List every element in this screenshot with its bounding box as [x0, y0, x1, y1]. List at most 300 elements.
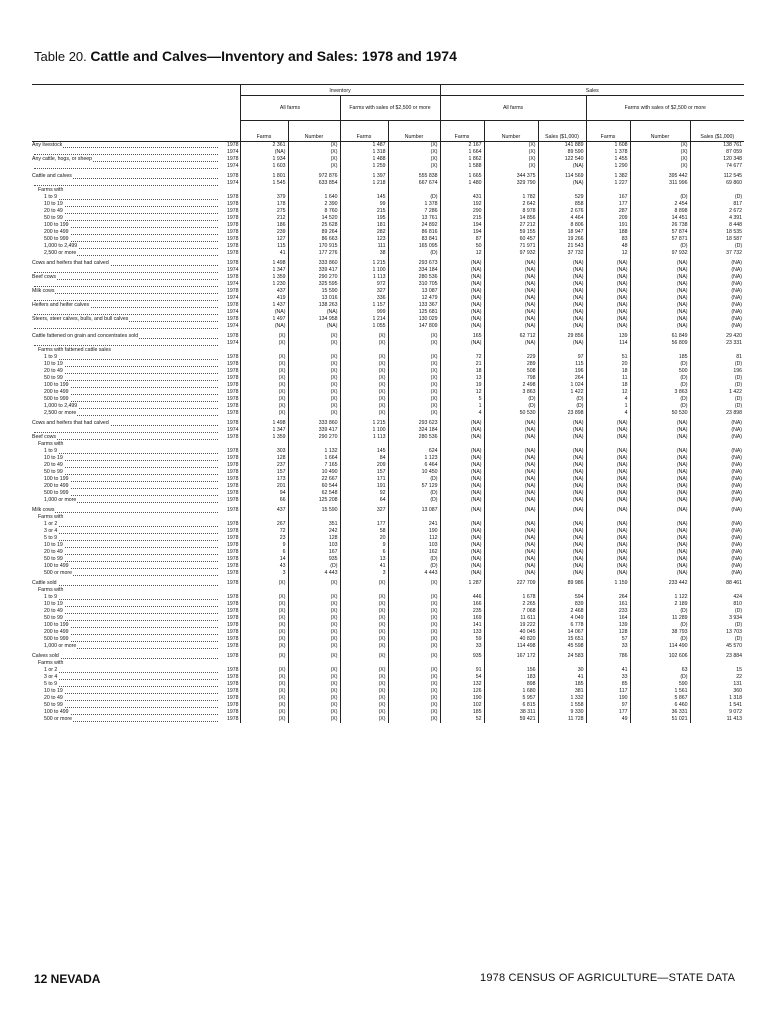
row-label-text: 100 to 199: [44, 622, 69, 628]
table-row: [32, 469, 744, 476]
table-cell: 167: [288, 549, 340, 556]
table-cell: 188: [586, 229, 630, 236]
row-label: [32, 427, 240, 434]
row-label: [32, 375, 240, 382]
table-row: [32, 580, 744, 587]
table-cell: (NA): [538, 549, 586, 556]
table-cell: 114 498: [484, 643, 538, 650]
row-year: 1978: [226, 302, 239, 308]
table-cell: 333 860: [288, 260, 340, 267]
table-cell: (D): [690, 382, 744, 389]
table-cell: (NA): [538, 260, 586, 267]
table-cell: (NA): [538, 323, 586, 330]
table-cell: 97 932: [484, 250, 538, 257]
table-cell: 38: [340, 250, 388, 257]
table-cell: 1 259: [340, 163, 388, 170]
table-cell: (X): [240, 340, 288, 347]
row-label-text: 200 to 499: [44, 389, 69, 395]
row-label: [32, 340, 240, 347]
table-cell: [388, 660, 440, 667]
row-label-text: 50 to 99: [44, 556, 63, 562]
table-cell: 19 266: [538, 236, 586, 243]
row-label-text: 3 or 4: [44, 674, 58, 680]
table-cell: 20: [586, 361, 630, 368]
row-year: 1978: [226, 556, 239, 562]
table-cell: (NA): [690, 434, 744, 441]
table-cell: (D): [690, 396, 744, 403]
table-cell: (NA): [440, 507, 484, 514]
row-label: [32, 389, 240, 396]
table-cell: [538, 660, 586, 667]
table-cell: (NA): [484, 549, 538, 556]
table-cell: (NA): [586, 260, 630, 267]
table-row: [32, 396, 744, 403]
table-cell: (NA): [586, 563, 630, 570]
table-cell: 1 437: [240, 302, 288, 309]
leader-dots: [46, 488, 218, 489]
table-cell: (NA): [538, 180, 586, 187]
leader-dots: [46, 707, 218, 708]
table-cell: (D): [630, 194, 690, 201]
table-cell: 334 184: [388, 267, 440, 274]
table-cell: (NA): [538, 483, 586, 490]
table-cell: 13 087: [388, 288, 440, 295]
table-cell: 84: [340, 455, 388, 462]
table-cell: (X): [388, 368, 440, 375]
table-cell: 293 673: [388, 260, 440, 267]
table-cell: (X): [388, 389, 440, 396]
table-cell: (NA): [630, 497, 690, 504]
table-cell: (NA): [586, 507, 630, 514]
row-label: [32, 556, 240, 563]
table-cell: 14 856: [484, 215, 538, 222]
table-cell: 41: [586, 667, 630, 674]
col-sales: Sales ($1,000): [538, 121, 586, 142]
table-cell: 161: [586, 601, 630, 608]
table-cell: 103: [388, 542, 440, 549]
table-cell: 1 318: [340, 149, 388, 156]
leader-dots: [46, 679, 218, 680]
table-cell: (X): [288, 580, 340, 587]
table-cell: (X): [288, 688, 340, 695]
row-label-text: 10 to 19: [44, 542, 63, 548]
table-cell: 23: [240, 535, 288, 542]
inv-all-farms-header: All farms: [240, 96, 340, 121]
table-cell: (X): [340, 361, 388, 368]
table-cell: (X): [240, 368, 288, 375]
table-cell: [340, 441, 388, 448]
row-label-text: Beef cows: [32, 434, 56, 440]
table-cell: 290: [440, 208, 484, 215]
table-row: [32, 594, 744, 601]
table-cell: 1 159: [586, 580, 630, 587]
table-cell: 131: [690, 681, 744, 688]
table-cell: 18 947: [538, 229, 586, 236]
table-cell: 1 455: [586, 156, 630, 163]
table-cell: (X): [288, 149, 340, 156]
table-cell: 71 971: [484, 243, 538, 250]
table-cell: (NA): [690, 497, 744, 504]
table-cell: (X): [288, 716, 340, 723]
row-year: 1974: [226, 309, 239, 315]
table-cell: (X): [388, 622, 440, 629]
table-row: [32, 608, 744, 615]
table-cell: 56 809: [630, 340, 690, 347]
table-row: [32, 667, 744, 674]
row-label-text: 500 or more: [44, 570, 72, 576]
table-cell: 127: [240, 236, 288, 243]
row-year: 1978: [226, 702, 239, 708]
row-label: [32, 361, 240, 368]
table-cell: (NA): [630, 507, 690, 514]
row-label-text: 500 to 999: [44, 636, 69, 642]
table-cell: 303: [240, 448, 288, 455]
row-year: 1978: [226, 507, 239, 513]
table-cell: (D): [630, 243, 690, 250]
table-cell: (NA): [538, 448, 586, 455]
row-label-text: Milk cows: [32, 507, 55, 513]
table-cell: (NA): [586, 528, 630, 535]
row-year: 1978: [226, 455, 239, 461]
row-year: 1978: [226, 483, 239, 489]
table-cell: (X): [240, 580, 288, 587]
table-cell: 195: [340, 215, 388, 222]
table-cell: (X): [240, 382, 288, 389]
table-cell: (NA): [586, 309, 630, 316]
table-cell: 1 157: [340, 302, 388, 309]
table-cell: (NA): [440, 267, 484, 274]
row-label-text: 1,000 to 2,499: [44, 243, 78, 249]
table-cell: 419: [240, 295, 288, 302]
table-cell: 9 330: [538, 709, 586, 716]
table-cell: [288, 660, 340, 667]
table-cell: 128: [288, 535, 340, 542]
table-cell: 1 227: [586, 180, 630, 187]
table-cell: (NA): [538, 295, 586, 302]
table-row: [32, 622, 744, 629]
row-label: [32, 528, 240, 535]
row-year: 1978: [226, 681, 239, 687]
table-cell: 500: [630, 368, 690, 375]
sales-farms-2500-header: Farms with sales of $2,500 or more: [586, 96, 744, 121]
table-cell: (NA): [630, 521, 690, 528]
table-cell: (NA): [484, 462, 538, 469]
leader-dots: [46, 401, 218, 402]
table-cell: 23 331: [690, 340, 744, 347]
table-cell: (X): [288, 653, 340, 660]
table-cell: (D): [288, 563, 340, 570]
table-cell: (X): [240, 361, 288, 368]
table-cell: (D): [630, 636, 690, 643]
table-cell: (D): [690, 243, 744, 250]
table-cell: 1 382: [586, 173, 630, 180]
table-cell: (NA): [484, 281, 538, 288]
table-cell: 134 958: [288, 316, 340, 323]
leader-dots: [46, 568, 218, 569]
table-cell: 1 422: [690, 389, 744, 396]
row-label-text: Milk cows: [32, 288, 55, 294]
leader-dots: [34, 585, 218, 586]
table-row: [32, 333, 744, 340]
table-cell: (X): [388, 702, 440, 709]
table-cell: 1 378: [388, 201, 440, 208]
table-cell: (X): [388, 580, 440, 587]
sales-header: Sales: [440, 85, 744, 96]
table-row: [32, 709, 744, 716]
table-cell: (NA): [440, 556, 484, 563]
table-cell: (NA): [484, 528, 538, 535]
row-year: 1978: [226, 375, 239, 381]
row-label-text: 50 to 99: [44, 469, 63, 475]
table-cell: (NA): [586, 288, 630, 295]
row-year: 1978: [226, 622, 239, 628]
row-year: 1974: [226, 180, 239, 186]
table-cell: (NA): [690, 448, 744, 455]
table-cell: (NA): [440, 260, 484, 267]
table-row: [32, 361, 744, 368]
table-row: [32, 323, 744, 330]
row-label: [32, 594, 240, 601]
row-label: [32, 323, 240, 330]
row-label-text: Beef cows: [32, 274, 56, 280]
table-cell: (NA): [630, 549, 690, 556]
table-cell: 165: [440, 333, 484, 340]
table-row: [32, 629, 744, 636]
table-cell: 177: [340, 521, 388, 528]
row-label: [32, 716, 240, 723]
page-footer-left: 12 NEVADA: [34, 972, 101, 986]
row-year: 1978: [226, 361, 239, 367]
leader-dots: [46, 366, 218, 367]
table-cell: (X): [240, 608, 288, 615]
table-cell: 11 413: [690, 716, 744, 723]
table-cell: (D): [484, 403, 538, 410]
row-label-text: 10 to 19: [44, 201, 63, 207]
table-cell: (NA): [440, 570, 484, 577]
table-cell: 89 264: [288, 229, 340, 236]
table-cell: (X): [240, 709, 288, 716]
leader-dots: [46, 634, 218, 635]
leader-dots: [34, 345, 218, 346]
table-cell: (X): [288, 410, 340, 417]
col-farms: Farms: [440, 121, 484, 142]
table-cell: (X): [240, 643, 288, 650]
row-label: [32, 653, 240, 660]
table-row: [32, 695, 744, 702]
table-cell: 3: [240, 570, 288, 577]
row-label: [32, 410, 240, 417]
table-cell: 4: [586, 396, 630, 403]
col-farms: Farms: [340, 121, 388, 142]
table-cell: 164: [586, 615, 630, 622]
row-label: [32, 469, 240, 476]
row-label: [32, 636, 240, 643]
table-cell: (X): [288, 368, 340, 375]
table-cell: 97: [538, 354, 586, 361]
table-cell: (NA): [586, 490, 630, 497]
row-year: 1978: [226, 156, 239, 162]
table-cell: 327: [340, 288, 388, 295]
row-label: [32, 250, 240, 257]
table-cell: 23 898: [538, 410, 586, 417]
row-label: [32, 149, 240, 156]
table-cell: (NA): [690, 570, 744, 577]
table-cell: (X): [288, 636, 340, 643]
row-label-text: [32, 180, 33, 186]
table-cell: (NA): [586, 420, 630, 427]
table-cell: (NA): [690, 274, 744, 281]
table-cell: (NA): [484, 455, 538, 462]
table-cell: 235: [440, 608, 484, 615]
table-cell: [690, 587, 744, 594]
table-cell: 1 640: [288, 194, 340, 201]
table-cell: (NA): [484, 490, 538, 497]
table-cell: [630, 587, 690, 594]
table-cell: (D): [690, 403, 744, 410]
table-cell: (NA): [484, 483, 538, 490]
table-cell: 37 732: [538, 250, 586, 257]
table-cell: 2 189: [630, 601, 690, 608]
table-cell: 63: [630, 667, 690, 674]
table-cell: (X): [340, 608, 388, 615]
row-label: [32, 643, 240, 650]
data-table: [32, 84, 744, 723]
leader-dots: [46, 460, 218, 461]
table-row: [32, 615, 744, 622]
table-cell: [690, 347, 744, 354]
leader-dots: [34, 185, 218, 186]
row-year: 1978: [226, 667, 239, 673]
table-cell: 2 361: [240, 142, 288, 150]
table-row: [32, 420, 744, 427]
table-row: [32, 288, 744, 295]
row-label: [32, 243, 240, 250]
table-cell: [484, 514, 538, 521]
table-cell: 94: [240, 490, 288, 497]
table-cell: 66: [240, 497, 288, 504]
row-label-text: Farms with fattened cattle sales: [38, 347, 111, 353]
leader-dots: [46, 220, 218, 221]
table-cell: 112 545: [690, 173, 744, 180]
table-cell: (X): [288, 615, 340, 622]
table-row: [32, 653, 744, 660]
table-cell: (X): [388, 667, 440, 674]
row-label: [32, 173, 240, 180]
table-cell: (NA): [690, 281, 744, 288]
table-cell: (NA): [288, 323, 340, 330]
inventory-header: Inventory: [240, 85, 440, 96]
table-cell: 171: [340, 476, 388, 483]
table-cell: (NA): [690, 469, 744, 476]
table-cell: (X): [388, 643, 440, 650]
table-cell: (NA): [538, 288, 586, 295]
table-cell: (NA): [440, 434, 484, 441]
row-year: 1978: [226, 396, 239, 402]
table-cell: 212: [240, 215, 288, 222]
table-cell: (D): [630, 396, 690, 403]
table-cell: (X): [340, 354, 388, 361]
table-row: [32, 149, 744, 156]
table-row: [32, 142, 744, 150]
table-row: [32, 507, 744, 514]
row-label-text: 20 to 49: [44, 208, 63, 214]
table-cell: (X): [288, 333, 340, 340]
table-cell: (NA): [484, 507, 538, 514]
leader-dots: [46, 540, 218, 541]
table-row: [32, 347, 744, 354]
table-row: [32, 688, 744, 695]
leader-dots: [46, 554, 218, 555]
row-label: [32, 274, 240, 281]
table-cell: 13 761: [388, 215, 440, 222]
table-cell: 339 417: [288, 267, 340, 274]
table-cell: (NA): [538, 420, 586, 427]
table-row: [32, 236, 744, 243]
table-cell: (X): [340, 403, 388, 410]
table-cell: 1 290: [586, 163, 630, 170]
table-cell: (NA): [630, 274, 690, 281]
table-row: [32, 403, 744, 410]
table-cell: 72: [240, 528, 288, 535]
table-cell: (NA): [240, 149, 288, 156]
table-cell: 10 450: [388, 469, 440, 476]
table-cell: (NA): [630, 563, 690, 570]
leader-dots: [34, 314, 218, 315]
table-cell: (NA): [586, 323, 630, 330]
table-cell: 1 487: [340, 142, 388, 150]
table-cell: 2 167: [440, 142, 484, 150]
row-label-text: [32, 267, 33, 273]
row-label-text: [32, 295, 33, 301]
table-cell: 43: [240, 563, 288, 570]
table-cell: 667 674: [388, 180, 440, 187]
leader-dots: [46, 686, 218, 687]
table-cell: (X): [288, 396, 340, 403]
table-cell: (NA): [586, 549, 630, 556]
leader-dots: [34, 279, 218, 280]
table-cell: 25 628: [288, 222, 340, 229]
table-cell: 23 898: [690, 410, 744, 417]
row-label-text: 1 to 9: [44, 354, 57, 360]
table-cell: [440, 347, 484, 354]
table-cell: (X): [340, 368, 388, 375]
table-cell: 190: [388, 528, 440, 535]
table-row: [32, 201, 744, 208]
row-label: [32, 695, 240, 702]
table-cell: 85: [586, 681, 630, 688]
col-sales: Sales ($1,000): [690, 121, 744, 142]
table-cell: (NA): [484, 556, 538, 563]
row-label: [32, 295, 240, 302]
leader-dots: [46, 700, 218, 701]
table-cell: (X): [388, 396, 440, 403]
inv-farms-2500-header: Farms with sales of $2,500 or more: [340, 96, 440, 121]
table-cell: (NA): [538, 316, 586, 323]
table-cell: [440, 441, 484, 448]
table-cell: (D): [388, 563, 440, 570]
table-cell: 1 498: [240, 420, 288, 427]
row-year: 1978: [226, 243, 239, 249]
table-row: [32, 570, 744, 577]
table-cell: (X): [388, 594, 440, 601]
table-cell: 935: [288, 556, 340, 563]
row-label-text: 1 to 9: [44, 194, 57, 200]
row-year: 1978: [226, 549, 239, 555]
table-cell: (NA): [586, 542, 630, 549]
table-cell: 157: [240, 469, 288, 476]
row-year: 1978: [226, 497, 239, 503]
row-label-text: Cattle sold: [32, 580, 57, 586]
